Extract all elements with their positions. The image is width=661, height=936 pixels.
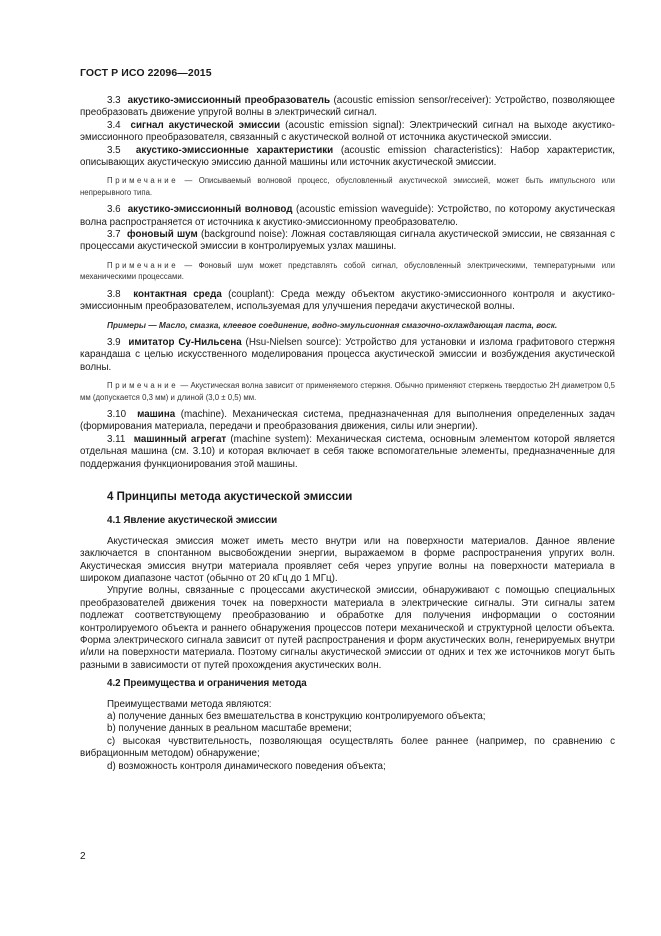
subsection-4-1-heading: 4.1 Явление акустической эмиссии <box>107 515 278 527</box>
note-2: Примечание — Фоновый шум может представлять собой сигнал, обусловленный электрическими, температурными или механическими процессами. <box>80 260 615 282</box>
paragraph: Преимуществами метода являются: <box>107 698 272 710</box>
page-number: 2 <box>80 851 86 862</box>
document-body <box>80 95 615 773</box>
definition-3-9: 3.9 имитатор Су-Нильсена (Hsu-Nielsen source): Устройство для установки и излома графитового стержня карандаша с целью искусственного моделирования процесса акустической эмиссии и возбуждения акустической волны. <box>80 336 615 373</box>
list-item: b) получение данных в реальном масштабе времени; <box>107 723 352 735</box>
definition-3-11: 3.11 машинный агрегат (machine system): Механическая система, основным элементом которой является отдельная машина (см. 3.10) и которая включает в себя также вспомогательные элементы, предназначенные для поддержания функционирования этой машины. <box>80 433 615 470</box>
definition-3-4: 3.4 сигнал акустической эмиссии (acoustic emission signal): Электрический сигнал на выходе акустико-эмиссионного преобразователя, связанный с акустической волной от источника акустической эмиссии. <box>80 119 616 144</box>
term: имитатор Су-Нильсена <box>128 336 242 348</box>
term: акустико-эмиссионный волновод <box>127 204 293 216</box>
paragraph: Упругие волны, связанные с процессами акустической эмиссии, обнаруживают с помощью специальных преобразователей движения точек на поверхности материала в электрические сигналы. Эти сигналы затем подлежат соответствующему преобразованию и обработке для получения информации о состоянии контролируемого объекта и раннего обнаружения процессов потери механической и структурной целости объекта. Форма электрического сигнала зависит от путей распространения и форм акустических волн, генерируемых внутри и/или на поверхности материала. Поэтому сигналы акустической эмиссии от одних и тех же источников могут быть разными в зависимости от путей прохождения акустических волн. <box>80 585 615 671</box>
term: акустико-эмиссионные характеристики <box>135 144 334 156</box>
list-item: a) получение данных без вмешательства в конструкцию контролируемого объекта; <box>107 711 486 723</box>
section-4-heading: 4 Принципы метода акустической эмиссии <box>107 490 353 503</box>
definition-3-5: 3.5 акустико-эмиссионные характеристики (acoustic emission characteristics): Набор характеристик, описывающих акустическую эмиссию данной машины или источник акустической эмиссии. <box>80 144 615 169</box>
definition-3-3: 3.3 акустико-эмиссионный преобразователь (acoustic emission sensor/receiver): Устройство, позволяющее преобразовать движение упругой волны в электрический сигнал. <box>80 95 615 119</box>
term: контактная среда <box>133 288 222 300</box>
document-header: ГОСТ Р ИСО 22096—2015 <box>80 67 212 79</box>
list-item: c) высокая чувствительность, позволяющая осуществлять более раннее (например, по сравнению с вибрационным методом) обнаружение; <box>80 735 615 760</box>
list-item: d) возможность контроля динамического поведения объекта; <box>107 760 386 772</box>
term: акустико-эмиссионный преобразователь <box>127 95 331 106</box>
term: машинный агрегат <box>133 433 227 445</box>
paragraph: Акустическая эмиссия может иметь место внутри или на поверхности материалов. Данное явление заключается в спонтанном высвобождении энергии, выражаемом в форме распространения упругих волн. Акустическая эмиссия внутри материала проявляет себя через упругие волны на поверхности материала в широком диапазоне частот (обычно от 20 кГц до 1 МГц). <box>80 535 615 584</box>
definition-3-6: 3.6 акустико-эмиссионный волновод (acoustic emission waveguide): Устройство, по которому акустическая волна распространяется от источника к акустико-эмиссионному преобразователю. <box>80 204 615 228</box>
definition-3-7: 3.7 фоновый шум (background noise): Ложная составляющая сигнала акустической эмиссии, не связанная с процессами акустической эмиссии в контролируемых узлах машины. <box>80 229 615 253</box>
definition-3-8: 3.8 контактная среда (couplant): Среда между объектом акустико-эмиссионного контроля и акустико-эмиссионным преобразователем, используемая для улучшения передачи акустической волны. <box>80 288 616 313</box>
definition-3-10: 3.10 машина (machine). Механическая система, предназначенная для выполнения определенных задач (формирования материала, передачи и преобразования движения, силы или энергии). <box>80 408 615 433</box>
term: сигнал акустической эмиссии <box>130 119 281 131</box>
note-1: Примечание — Описываемый волновой процесс, обусловленный акустической эмиссией, может быть импульсного или непрерывного типа. <box>80 176 615 197</box>
term: машина <box>137 408 176 420</box>
term: фоновый шум <box>127 229 198 241</box>
subsection-4-2-heading: 4.2 Преимущества и ограничения метода <box>107 678 307 690</box>
examples: Примеры — Масло, смазка, клеевое соединение, водно-эмульсионная смазочно-охлаждающая паста, воск. <box>107 319 558 330</box>
note-3: Примечание — Акустическая волна зависит от применяемого стержня. Обычно применяют стержень твердостью 2H диаметром 0,5 мм (допускается 0,3 мм) и длиной (3,0 ± 0,5) мм. <box>80 381 615 402</box>
